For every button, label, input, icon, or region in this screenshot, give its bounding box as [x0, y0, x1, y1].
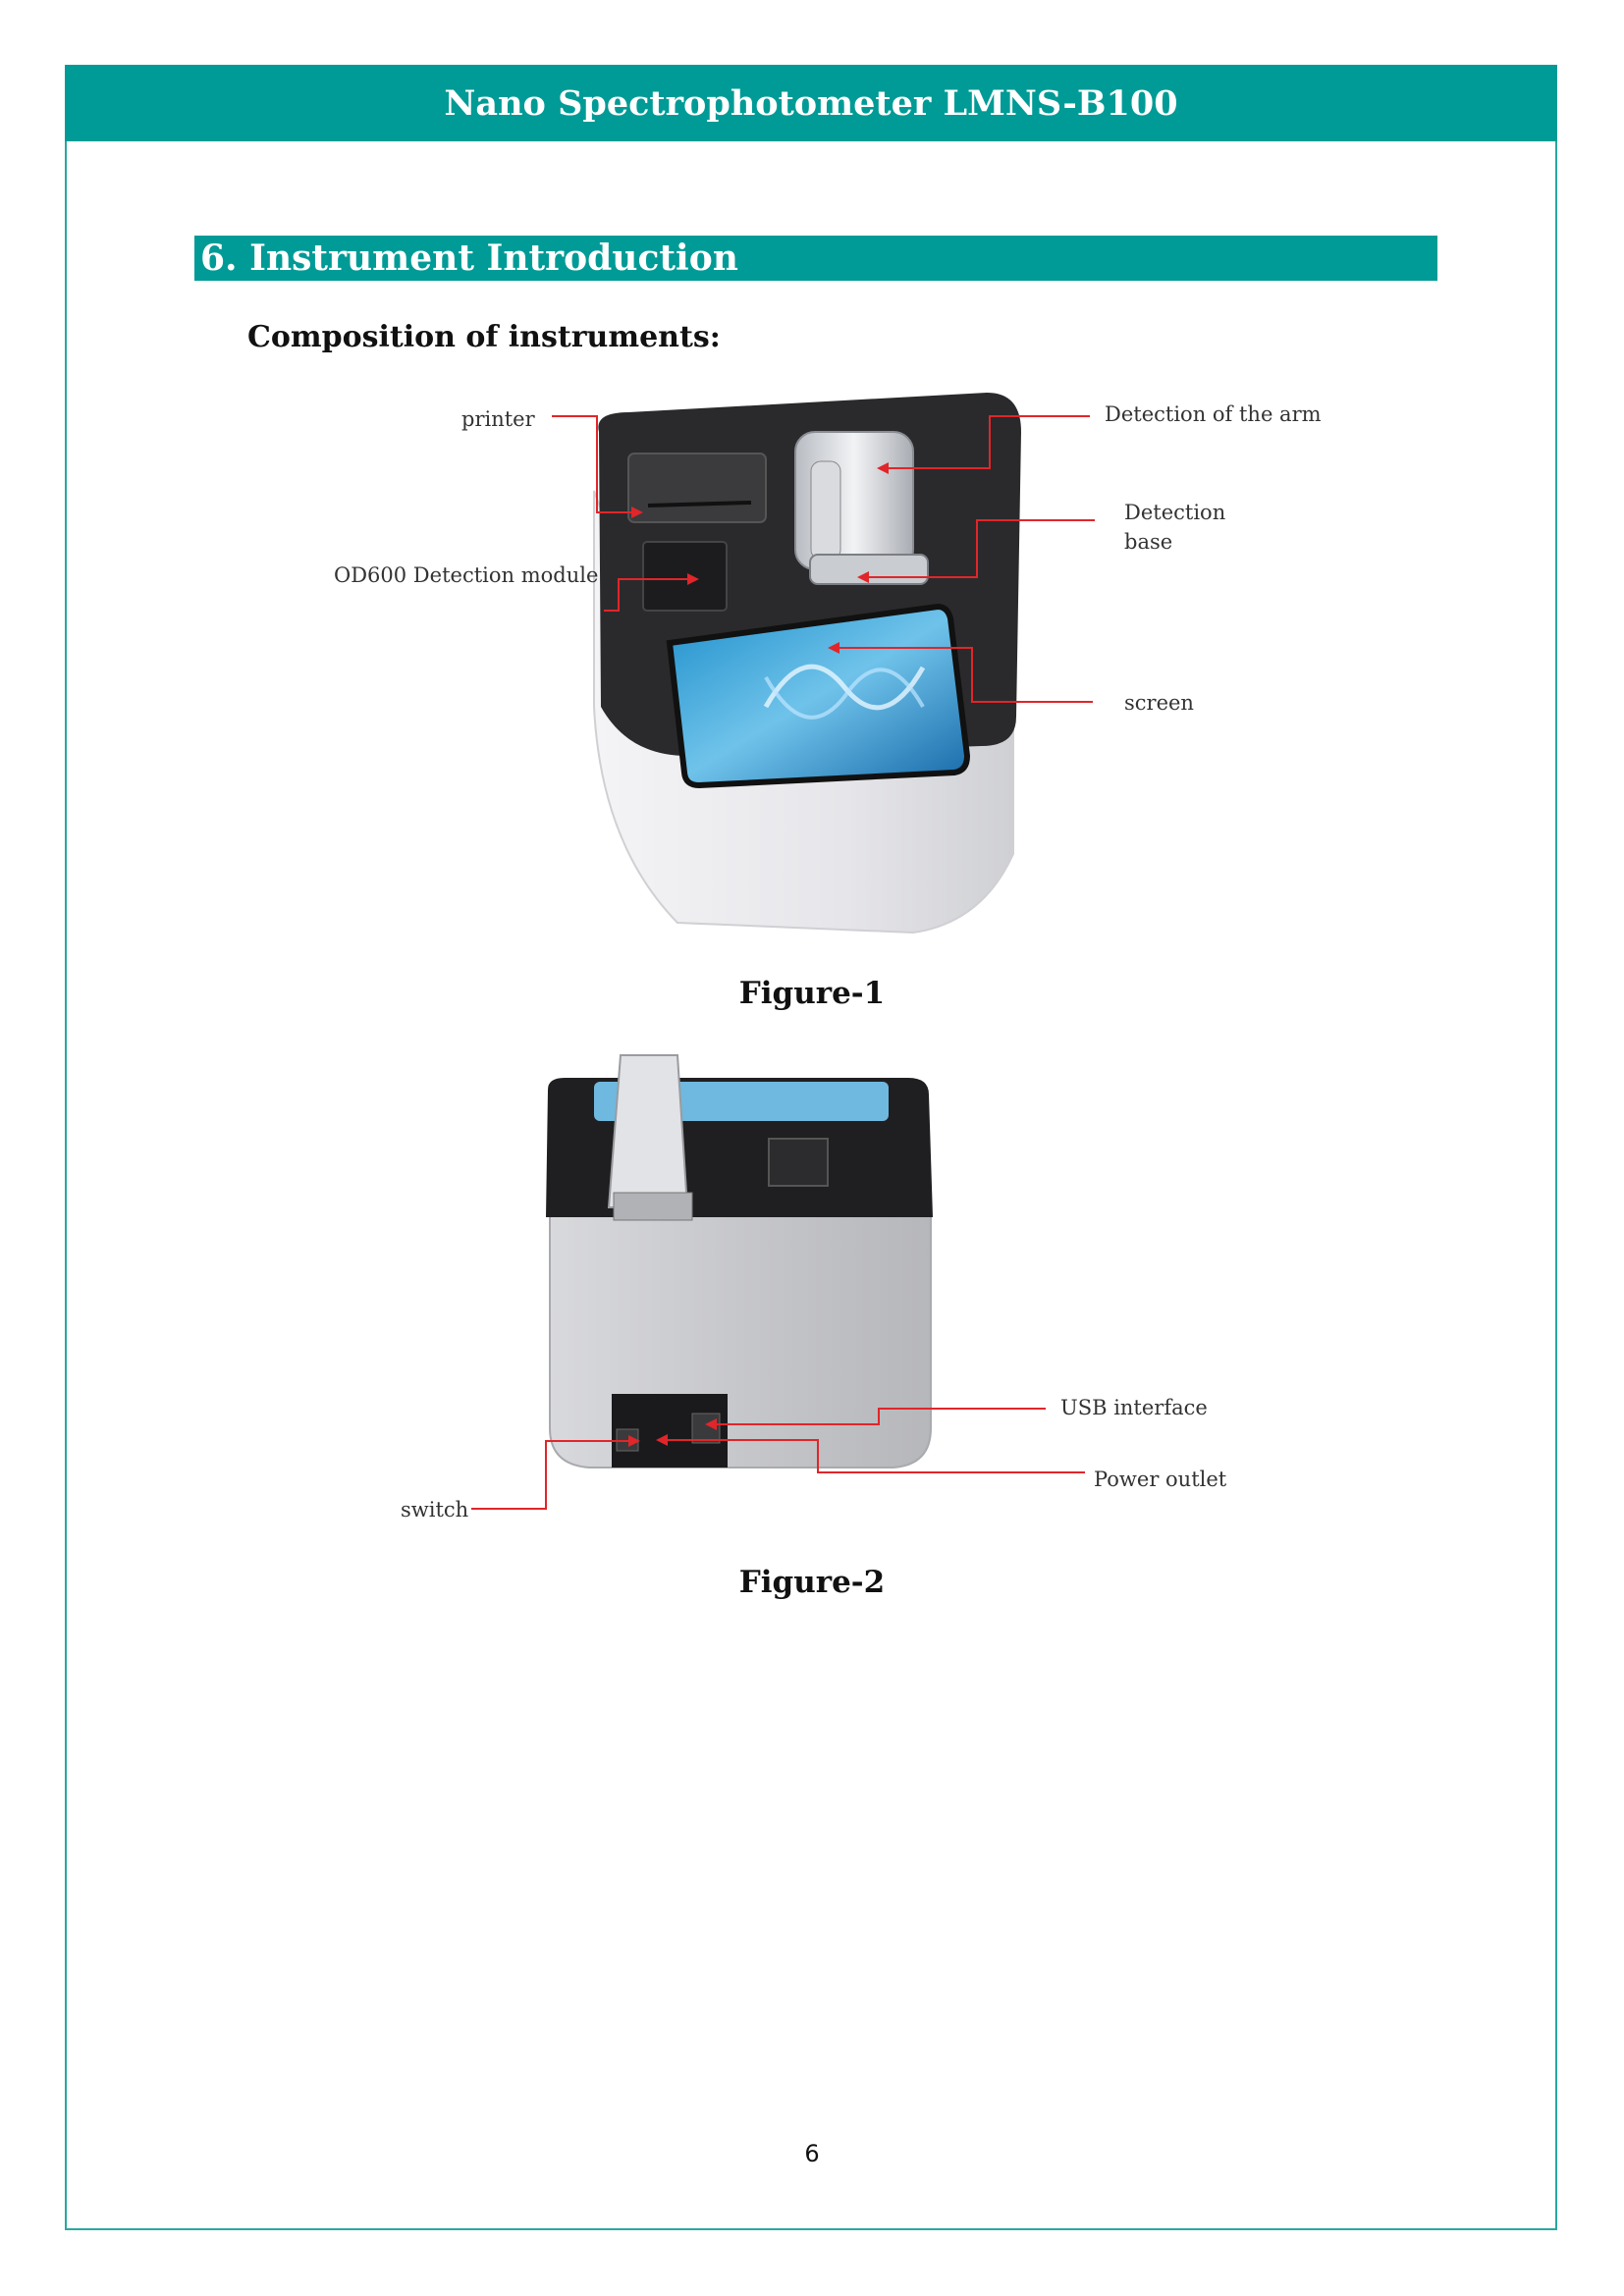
label-printer: printer [461, 407, 535, 431]
label-power-outlet: Power outlet [1094, 1468, 1227, 1491]
label-detection-base-1: Detection [1124, 501, 1226, 524]
document-title: Nano Spectrophotometer LMNS-B100 [444, 82, 1178, 124]
label-switch: switch [401, 1498, 469, 1522]
label-screen: screen [1124, 691, 1194, 715]
section-title: 6. Instrument Introduction [200, 238, 738, 279]
label-usb-interface: USB interface [1060, 1396, 1208, 1419]
detection-arm-rear [609, 1055, 687, 1207]
subheading: Composition of instruments: [247, 320, 721, 354]
figure-2-caption: Figure-2 [738, 1565, 886, 1600]
device-body-rear [550, 1207, 931, 1468]
label-detection-base-2: base [1124, 530, 1173, 554]
label-od600: OD600 Detection module [334, 563, 599, 587]
page-number: 6 [804, 2140, 820, 2167]
label-detection-arm: Detection of the arm [1105, 402, 1322, 426]
figure-1-caption: Figure-1 [738, 976, 886, 1011]
